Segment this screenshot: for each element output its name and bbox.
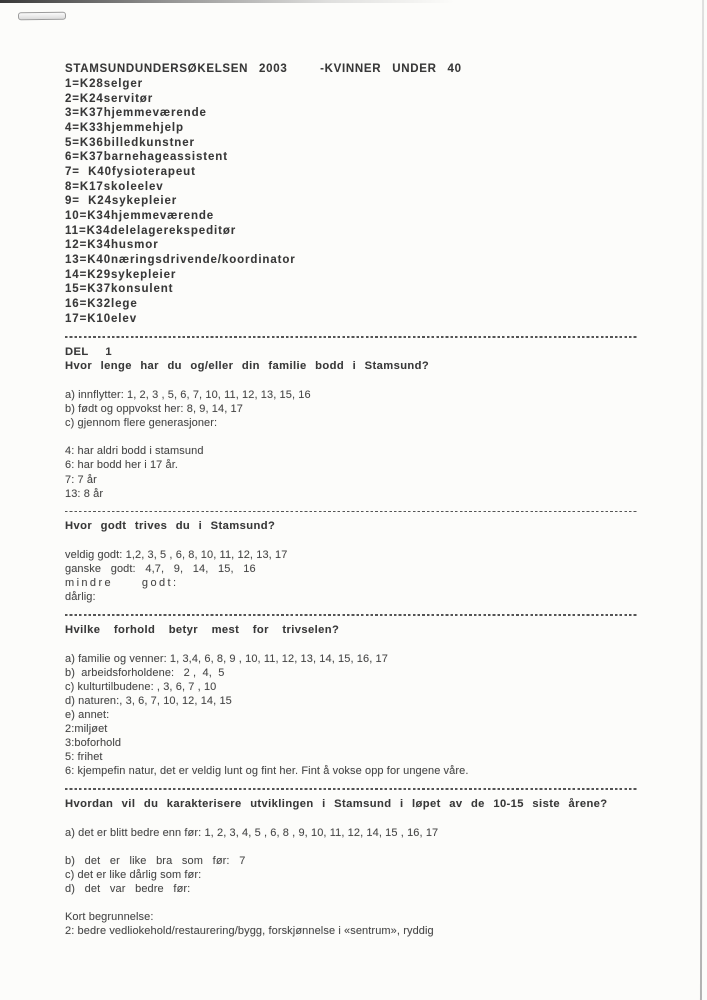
answer-line: d) naturen:, 3, 6, 7, 10, 12, 14, 15 [65, 694, 232, 707]
scan-page [65, 61, 650, 938]
staple-mark [18, 12, 66, 21]
blank-line [65, 430, 650, 444]
paper-right-edge-line [699, 0, 703, 1000]
respondent-code: 2=K24servitør [65, 92, 154, 105]
answer-line: e) annet: [65, 708, 110, 721]
answer-line: 7: 7 år [65, 473, 97, 486]
answer-line: c) gjennom flere generasjoner: [65, 417, 218, 430]
section-separator [65, 788, 637, 790]
respondent-code: 3=K37hjemmeværende [65, 107, 207, 120]
blank-line [65, 534, 650, 548]
respondent-code: 11=K34delelagerekspeditør [65, 224, 237, 237]
answer-line: mindre godt: [65, 577, 179, 590]
respondent-code: 9= K24sykepleier [65, 195, 178, 208]
answer-line: a) familie og venner: 1, 3,4, 6, 8, 9 , 10, 11, 12, 13, 14, 15, 16, 17 [65, 652, 388, 665]
answer-line: b) arbeidsforholdene: 2 , 4, 5 [65, 666, 225, 679]
section-separator [65, 614, 637, 616]
blank-line [65, 896, 650, 910]
section-heading: DEL 1 [65, 345, 113, 358]
section-heading: Hvor lenge har du og/eller din familie bodd i Stamsund? [65, 360, 430, 373]
respondent-code: 14=K29sykepleier [65, 268, 177, 281]
blank-line [65, 374, 650, 388]
section-separator [65, 336, 637, 338]
answer-line: 6: har bodd her i 17 år. [65, 459, 179, 472]
blank-line [65, 638, 650, 652]
answer-line: ganske godt: 4,7, 9, 14, 15, 16 [65, 563, 256, 576]
answer-line: 2: bedre vedliokehold/restaurering/bygg, forskjønnelse i «sentrum», ryddig [65, 925, 434, 938]
respondent-legend [65, 77, 650, 326]
answer-line: b) det er like bra som før: 7 [65, 854, 246, 867]
answer-line: c) kulturtilbudene: , 3, 6, 7 , 10 [65, 680, 217, 693]
respondent-code: 12=K34husmor [65, 239, 159, 252]
answer-line: c) det er like dårlig som før: [65, 868, 202, 881]
respondent-code: 17=K10elev [65, 312, 137, 325]
answer-line: d) det var bedre før: [65, 882, 191, 895]
answer-line: 5: frihet [65, 751, 103, 764]
respondent-code: 16=K32lege [65, 297, 138, 310]
document-body [65, 336, 650, 938]
respondent-code: 8=K17skoleelev [65, 180, 164, 193]
section-heading: Hvor godt trives du i Stamsund? [65, 520, 276, 533]
respondent-code: 6=K37barnehageassistent [65, 151, 228, 164]
answer-line: dårlig: [65, 591, 96, 604]
doc-title: STAMSUNDUNDERSØKELSEN 2003 -KVINNER UNDER 40 [65, 63, 462, 75]
section-heading: Hvordan vil du karakterisere utviklingen i Stamsund i løpet av de 10-15 siste årene? [65, 797, 608, 810]
respondent-code: 1=K28selger [65, 78, 143, 90]
respondent-code: 15=K37konsulent [65, 283, 174, 296]
answer-line: veldig godt: 1,2, 3, 5 , 6, 8, 10, 11, 12, 13, 17 [65, 548, 288, 561]
blank-line [65, 812, 650, 826]
scan-top-edge-shadow [0, 0, 455, 3]
answer-line: 2:miljøet [65, 722, 108, 735]
respondent-code: 10=K34hjemmeværende [65, 209, 215, 222]
answer-line: a) innflytter: 1, 2, 3 , 5, 6, 7, 10, 11, 12, 13, 15, 16 [65, 389, 311, 402]
section-heading: Hvilke forhold betyr mest for trivselen? [65, 623, 340, 636]
respondent-code: 7= K40fysioterapeut [65, 165, 196, 178]
answer-line: Kort begrunnelse: [65, 910, 154, 923]
answer-line: a) det er blitt bedre enn før: 1, 2, 3, 4, 5 , 6, 8 , 9, 10, 11, 12, 14, 15 , 16, 17 [65, 826, 439, 839]
blank-line [65, 840, 650, 854]
answer-line: 3:boforhold [65, 737, 122, 750]
section-separator [65, 511, 637, 513]
answer-line: b) født og oppvokst her: 8, 9, 14, 17 [65, 403, 243, 416]
respondent-code: 13=K40næringsdrivende/koordinator [65, 253, 296, 266]
respondent-code: 5=K36billedkunstner [65, 136, 195, 149]
answer-line: 6: kjempefin natur, det er veldig lunt og fint her. Fint å vokse opp for ungene våre. [65, 765, 469, 778]
answer-line: 13: 8 år [65, 487, 104, 500]
answer-line: 4: har aldri bodd i stamsund [65, 445, 204, 458]
respondent-code: 4=K33hjemmehjelp [65, 121, 184, 134]
